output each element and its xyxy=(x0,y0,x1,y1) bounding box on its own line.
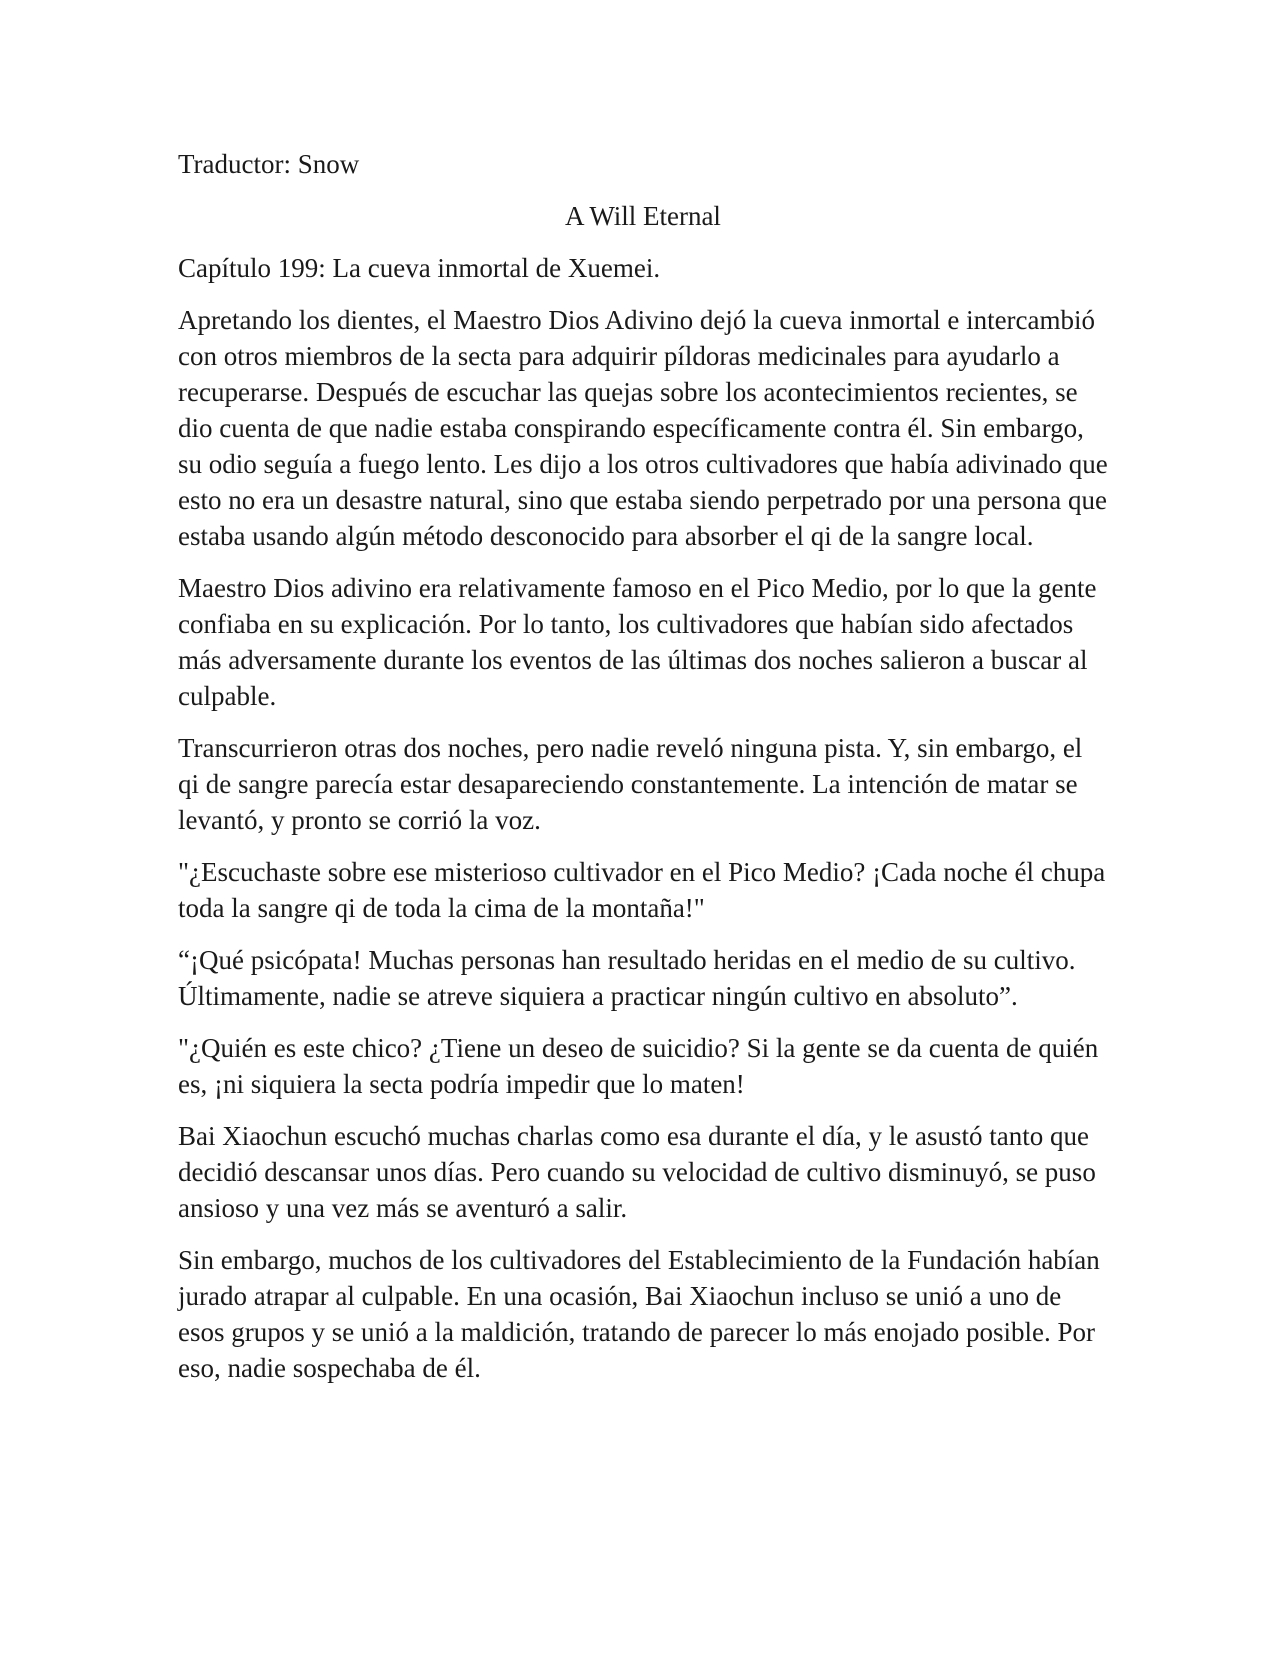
paragraph: Transcurrieron otras dos noches, pero nadie reveló ninguna pista. Y, sin embargo, el qi de sangre parecía estar desapareciendo constantemente. La intención de matar se levantó, y pronto se corrió la voz. xyxy=(178,733,1083,835)
paragraph: Apretando los dientes, el Maestro Dios Adivino dejó la cueva inmortal e intercambió con otros miembros de la secta para adquirir píldoras medicinales para ayudarlo a recuperarse. Después de escuchar las quejas sobre los acontecimientos recientes, se dio cuenta de que nadie estaba conspirando específicamente contra él. Sin embargo, su odio seguía a fuego lento. Les dijo a los otros cultivadores que había adivinado que esto no era un desastre natural, sino que estaba siendo perpetrado por una persona que estaba usando algún método desconocido para absorber el qi de la sangre local. xyxy=(178,305,1108,551)
chapter-title: Capítulo 199: La cueva inmortal de Xuemei. xyxy=(178,253,661,283)
translator-credit: Traductor: Snow xyxy=(178,149,360,179)
document-body xyxy=(178,146,1108,1402)
book-title: A Will Eternal xyxy=(565,201,721,231)
paragraph: “¡Qué psicópata! Muchas personas han resultado heridas en el medio de su cultivo. Últimamente, nadie se atreve siquiera a practicar ningún cultivo en absoluto”. xyxy=(178,945,1076,1011)
paragraph: Bai Xiaochun escuchó muchas charlas como esa durante el día, y le asustó tanto que decidió descansar unos días. Pero cuando su velocidad de cultivo disminuyó, se puso ansioso y una vez más se aventuró a salir. xyxy=(178,1121,1096,1223)
paragraph: Sin embargo, muchos de los cultivadores del Establecimiento de la Fundación habían jurado atrapar al culpable. En una ocasión, Bai Xiaochun incluso se unió a uno de esos grupos y se unió a la maldición, tratando de parecer lo más enojado posible. Por eso, nadie sospechaba de él. xyxy=(178,1245,1100,1383)
paragraph: "¿Escuchaste sobre ese misterioso cultivador en el Pico Medio? ¡Cada noche él chupa toda la sangre qi de toda la cima de la montaña!" xyxy=(178,857,1106,923)
paragraph: "¿Quién es este chico? ¿Tiene un deseo de suicidio? Si la gente se da cuenta de quién es, ¡ni siquiera la secta podría impedir que lo maten! xyxy=(178,1033,1099,1099)
paragraph: Maestro Dios adivino era relativamente famoso en el Pico Medio, por lo que la gente confiaba en su explicación. Por lo tanto, los cultivadores que habían sido afectados más adversamente durante los eventos de las últimas dos noches salieron a buscar al culpable. xyxy=(178,573,1097,711)
